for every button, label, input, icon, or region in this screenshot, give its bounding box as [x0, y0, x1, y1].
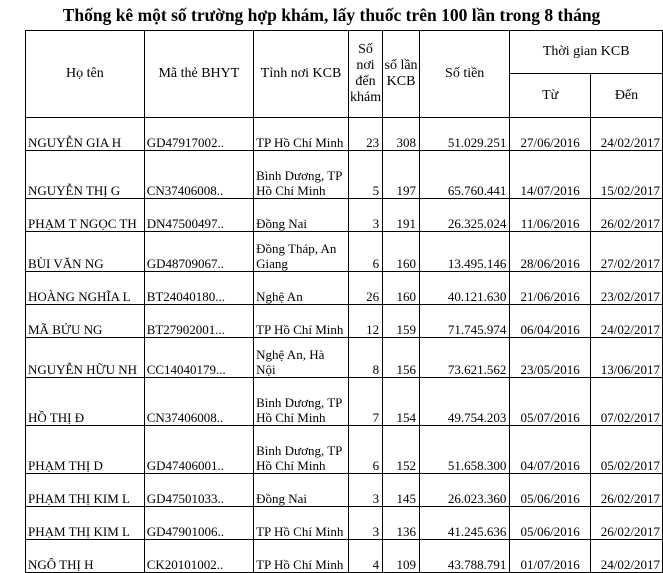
cell-visits: 160 [383, 232, 420, 272]
cell-places: 26 [348, 272, 382, 305]
table-row [26, 199, 663, 232]
cell-amount: 41.245.636 [419, 507, 509, 540]
cell-amount: 71.745.974 [419, 305, 509, 338]
cell-from: 11/06/2016 [510, 199, 591, 232]
cell-province: Đồng Nai [254, 199, 349, 232]
cell-visits: 308 [383, 118, 420, 151]
cell-name: HOÀNG NGHĨA L [26, 272, 145, 305]
cell-province: Bình Dương, TP Hồ Chí Minh [254, 378, 349, 426]
cell-visits: 109 [383, 540, 420, 573]
cell-to: 26/02/2017 [590, 199, 662, 232]
cell-places: 23 [348, 118, 382, 151]
header-period: Thời gian KCB [510, 31, 663, 74]
statistics-table [25, 30, 663, 573]
table-row [26, 118, 663, 151]
cell-to: 23/02/2017 [590, 272, 662, 305]
cell-province: Đồng Nai [254, 474, 349, 507]
cell-visits: 145 [383, 474, 420, 507]
cell-places: 6 [348, 426, 382, 474]
cell-to: 07/02/2017 [590, 378, 662, 426]
cell-province: Nghệ An, Hà Nội [254, 338, 349, 378]
cell-from: 05/06/2016 [510, 474, 591, 507]
cell-card: GD47501033.. [144, 474, 253, 507]
cell-card: CN37406008.. [144, 378, 253, 426]
cell-from: 28/06/2016 [510, 232, 591, 272]
header-to: Đến [590, 74, 662, 118]
cell-to: 24/02/2017 [590, 305, 662, 338]
cell-places: 7 [348, 378, 382, 426]
header-province: Tỉnh nơi KCB [254, 31, 349, 118]
cell-name: PHẠM THỊ KIM L [26, 507, 145, 540]
table-row [26, 474, 663, 507]
table-row [26, 272, 663, 305]
cell-visits: 136 [383, 507, 420, 540]
cell-name: NGUYỄN THỊ G [26, 151, 145, 199]
cell-amount: 13.495.146 [419, 232, 509, 272]
cell-from: 21/06/2016 [510, 272, 591, 305]
header-places: Số nơi đến khám [348, 31, 382, 118]
cell-province: Bình Dương, TP Hồ Chí Minh [254, 426, 349, 474]
cell-places: 4 [348, 540, 382, 573]
header-name: Họ tên [26, 31, 145, 118]
cell-from: 23/05/2016 [510, 338, 591, 378]
cell-from: 14/07/2016 [510, 151, 591, 199]
cell-to: 15/02/2017 [590, 151, 662, 199]
cell-places: 8 [348, 338, 382, 378]
cell-province: TP Hồ Chí Minh [254, 507, 349, 540]
cell-visits: 156 [383, 338, 420, 378]
cell-amount: 49.754.203 [419, 378, 509, 426]
cell-from: 01/07/2016 [510, 540, 591, 573]
cell-card: GD47917002.. [144, 118, 253, 151]
cell-name: MÃ BỬU NG [26, 305, 145, 338]
header-card: Mã thẻ BHYT [144, 31, 253, 118]
cell-to: 26/02/2017 [590, 474, 662, 507]
cell-amount: 26.325.024 [419, 199, 509, 232]
table-row [26, 338, 663, 378]
table-row [26, 151, 663, 199]
cell-name: NGUYỄN HỮU NH [26, 338, 145, 378]
table-row [26, 540, 663, 573]
cell-visits: 159 [383, 305, 420, 338]
cell-amount: 65.760.441 [419, 151, 509, 199]
cell-name: NGÔ THỊ H [26, 540, 145, 573]
cell-amount: 51.029.251 [419, 118, 509, 151]
cell-name: PHẠM THỊ D [26, 426, 145, 474]
cell-province: TP Hồ Chí Minh [254, 540, 349, 573]
header-visits: số lần KCB [383, 31, 420, 118]
cell-province: Bình Dương, TP Hồ Chí Minh [254, 151, 349, 199]
header-amount: Số tiền [419, 31, 509, 118]
cell-amount: 40.121.630 [419, 272, 509, 305]
cell-card: BT24040180... [144, 272, 253, 305]
table-row [26, 426, 663, 474]
cell-places: 3 [348, 199, 382, 232]
cell-card: GD48709067.. [144, 232, 253, 272]
cell-name: BÙI VĂN NG [26, 232, 145, 272]
cell-province: Đồng Tháp, An Giang [254, 232, 349, 272]
cell-places: 3 [348, 474, 382, 507]
cell-amount: 43.788.791 [419, 540, 509, 573]
cell-card: DN47500497.. [144, 199, 253, 232]
cell-card: BT27902001... [144, 305, 253, 338]
table-title: Thống kê một số trường hợp khám, lấy thuốc trên 100 lần trong 8 tháng [62, 5, 601, 25]
cell-from: 27/06/2016 [510, 118, 591, 151]
table-row [26, 232, 663, 272]
cell-to: 27/02/2017 [590, 232, 662, 272]
cell-card: CN37406008.. [144, 151, 253, 199]
cell-to: 24/02/2017 [590, 118, 662, 151]
cell-province: TP Hồ Chí Minh [254, 118, 349, 151]
cell-from: 06/04/2016 [510, 305, 591, 338]
cell-to: 05/02/2017 [590, 426, 662, 474]
table-row [26, 305, 663, 338]
cell-amount: 73.621.562 [419, 338, 509, 378]
cell-name: PHẠM T NGỌC TH [26, 199, 145, 232]
table-row [26, 378, 663, 426]
cell-visits: 191 [383, 199, 420, 232]
cell-name: PHẠM THỊ KIM L [26, 474, 145, 507]
cell-from: 04/07/2016 [510, 426, 591, 474]
cell-name: NGUYỄN GIA H [26, 118, 145, 151]
cell-amount: 51.658.300 [419, 426, 509, 474]
cell-name: HỒ THỊ Đ [26, 378, 145, 426]
cell-card: GD47406001.. [144, 426, 253, 474]
cell-visits: 160 [383, 272, 420, 305]
cell-amount: 26.023.360 [419, 474, 509, 507]
cell-province: Nghệ An [254, 272, 349, 305]
cell-card: CK20101002.. [144, 540, 253, 573]
cell-card: CC14040179... [144, 338, 253, 378]
cell-from: 05/06/2016 [510, 507, 591, 540]
cell-places: 3 [348, 507, 382, 540]
cell-province: TP Hồ Chí Minh [254, 305, 349, 338]
cell-to: 24/02/2017 [590, 540, 662, 573]
cell-visits: 154 [383, 378, 420, 426]
cell-visits: 152 [383, 426, 420, 474]
cell-visits: 197 [383, 151, 420, 199]
cell-places: 5 [348, 151, 382, 199]
cell-places: 6 [348, 232, 382, 272]
cell-places: 12 [348, 305, 382, 338]
cell-card: GD47901006.. [144, 507, 253, 540]
header-from: Từ [510, 74, 591, 118]
cell-from: 05/07/2016 [510, 378, 591, 426]
cell-to: 13/06/2017 [590, 338, 662, 378]
cell-to: 26/02/2017 [590, 507, 662, 540]
table-row [26, 507, 663, 540]
